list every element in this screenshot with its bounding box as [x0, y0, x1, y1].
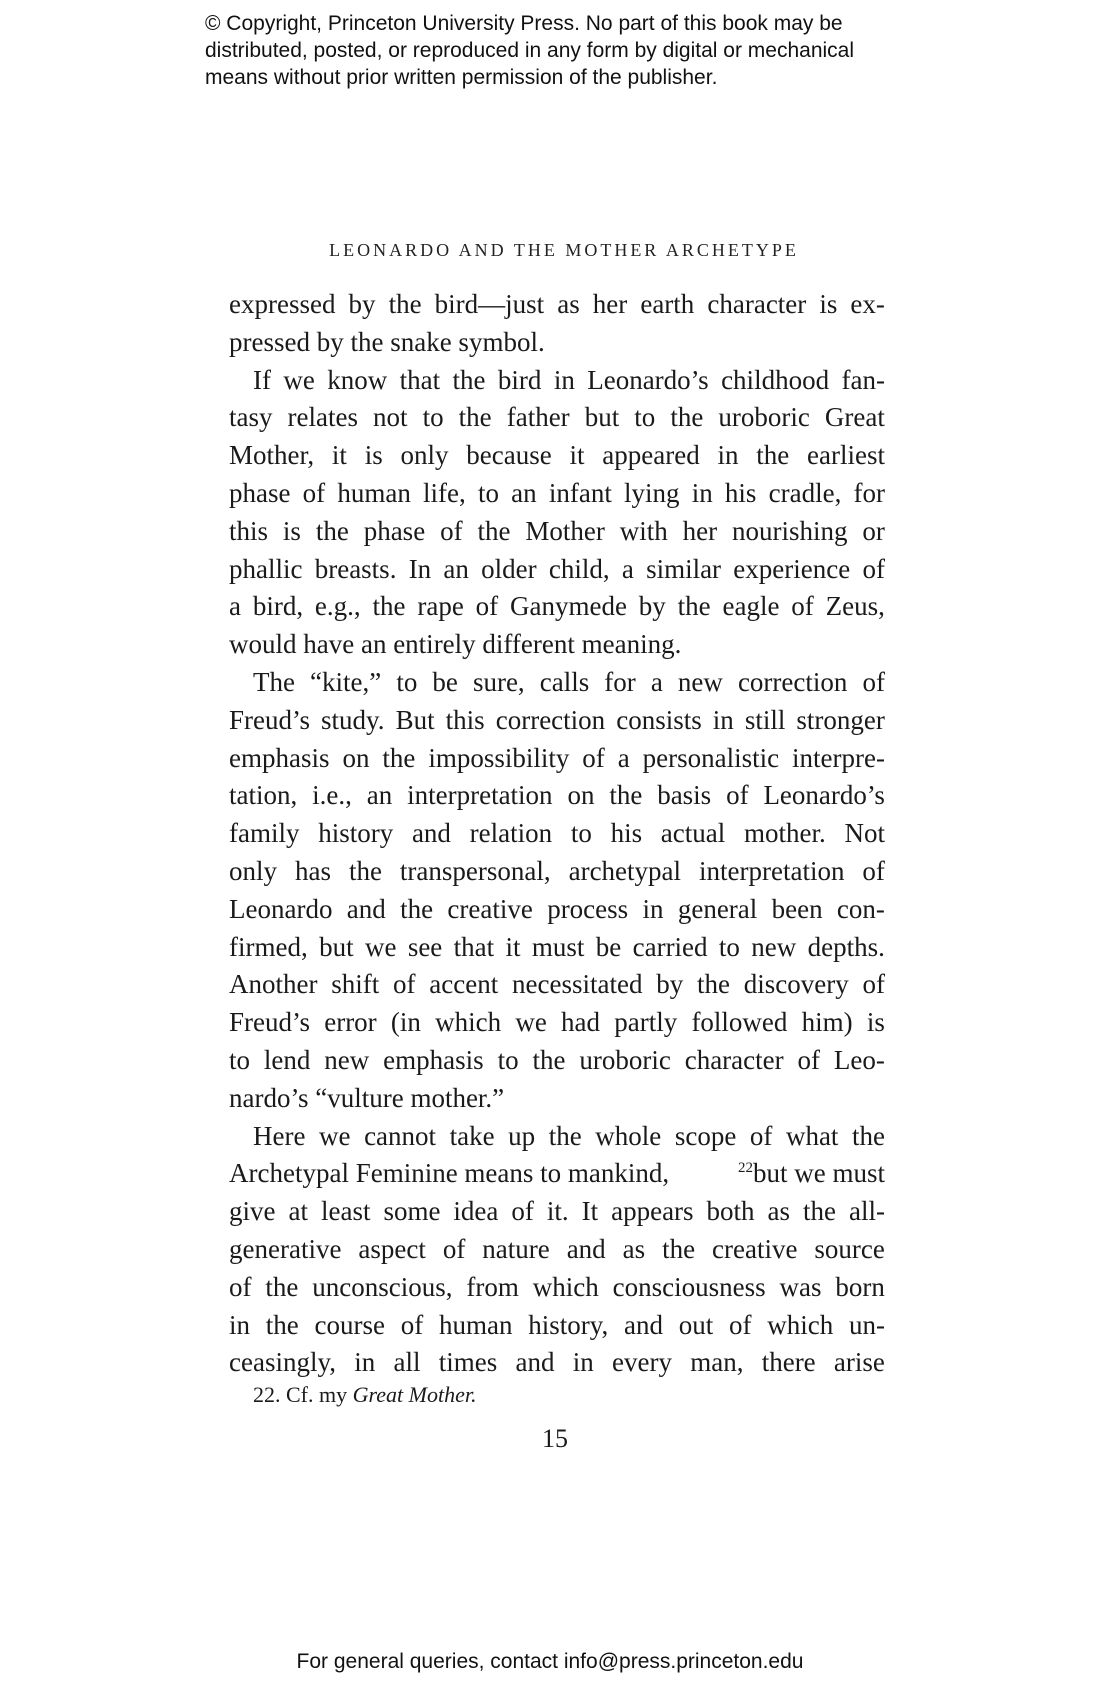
text-line: tation, i.e., an interpretation on the basis of Leonardo’s	[229, 780, 885, 811]
text-line: Another shift of accent necessitated by the discovery of	[229, 969, 885, 1000]
text-line: a bird, e.g., the rape of Ganymede by the eagle of Zeus,	[229, 591, 885, 622]
text-line: emphasis on the impossibility of a personalistic interpre-	[229, 742, 885, 773]
text-line: Freud’s study. But this correction consists in still stronger	[229, 704, 885, 735]
footnote-ref-wrap	[738, 1155, 885, 1193]
text-line: nardo’s “vulture mother.”	[229, 1082, 505, 1113]
text-line-with-footnote-ref	[229, 1155, 885, 1193]
copyright-line: © Copyright, Princeton University Press. No part of this book may be	[205, 12, 843, 35]
text-line: If we know that the bird in Leonardo’s childhood fan-	[253, 364, 885, 395]
text-line: this is the phase of the Mother with her nourishing or	[229, 515, 885, 546]
text-line: Leonardo and the creative process in general been con-	[229, 893, 885, 924]
text-line: The “kite,” to be sure, calls for a new correction of	[253, 666, 885, 697]
text-line: of the unconscious, from which consciousness was born	[229, 1271, 885, 1302]
copyright-line: distributed, posted, or reproduced in any form by digital or mechanical	[205, 39, 855, 62]
text-segment: but we must	[753, 1158, 885, 1189]
text-line: phallic breasts. In an older child, a similar experience of	[229, 553, 885, 584]
page-number: 15	[542, 1424, 568, 1453]
text-line: Here we cannot take up the whole scope of what the	[253, 1120, 885, 1151]
footnote-reference: 22	[738, 1160, 753, 1177]
text-line: would have an entirely different meaning.	[229, 629, 682, 660]
text-line: Freud’s error (in which we had partly followed him) is	[229, 1007, 885, 1038]
text-line: give at least some idea of it. It appears both as the all-	[229, 1196, 885, 1227]
text-line: only has the transpersonal, archetypal interpretation of	[229, 855, 885, 886]
footnote-text: Cf. my	[286, 1382, 348, 1407]
copyright-line: means without prior written permission of the publisher.	[205, 66, 718, 89]
text-line: ceasingly, in all times and in every man, there arise	[229, 1347, 885, 1378]
text-line: in the course of human history, and out of which un-	[229, 1309, 885, 1340]
text-line: phase of human life, to an infant lying in his cradle, for	[229, 477, 885, 508]
text-segment: Archetypal Feminine means to mankind,	[229, 1158, 670, 1189]
footnote-title: Great Mother.	[352, 1382, 477, 1407]
text-line: tasy relates not to the father but to the uroboric Great	[229, 402, 885, 433]
text-line: Mother, it is only because it appeared in the earliest	[229, 440, 885, 471]
text-line: firmed, but we see that it must be carried to new depths.	[229, 931, 885, 962]
text-line: family history and relation to his actual mother. Not	[229, 818, 885, 849]
text-line: generative aspect of nature and as the creative source	[229, 1233, 885, 1264]
text-line: pressed by the snake symbol.	[229, 326, 545, 357]
text-line: expressed by the bird—just as her earth character is ex-	[229, 289, 885, 319]
body-text	[229, 286, 885, 1382]
footnote	[253, 1382, 476, 1408]
copyright-notice	[205, 10, 925, 91]
running-head: LEONARDO AND THE MOTHER ARCHETYPE	[329, 240, 799, 260]
footer-contact: For general queries, contact info@press.princeton.edu	[296, 1650, 804, 1673]
footnote-number: 22.	[253, 1382, 281, 1407]
text-line: to lend new emphasis to the uroboric character of Leo-	[229, 1044, 885, 1075]
